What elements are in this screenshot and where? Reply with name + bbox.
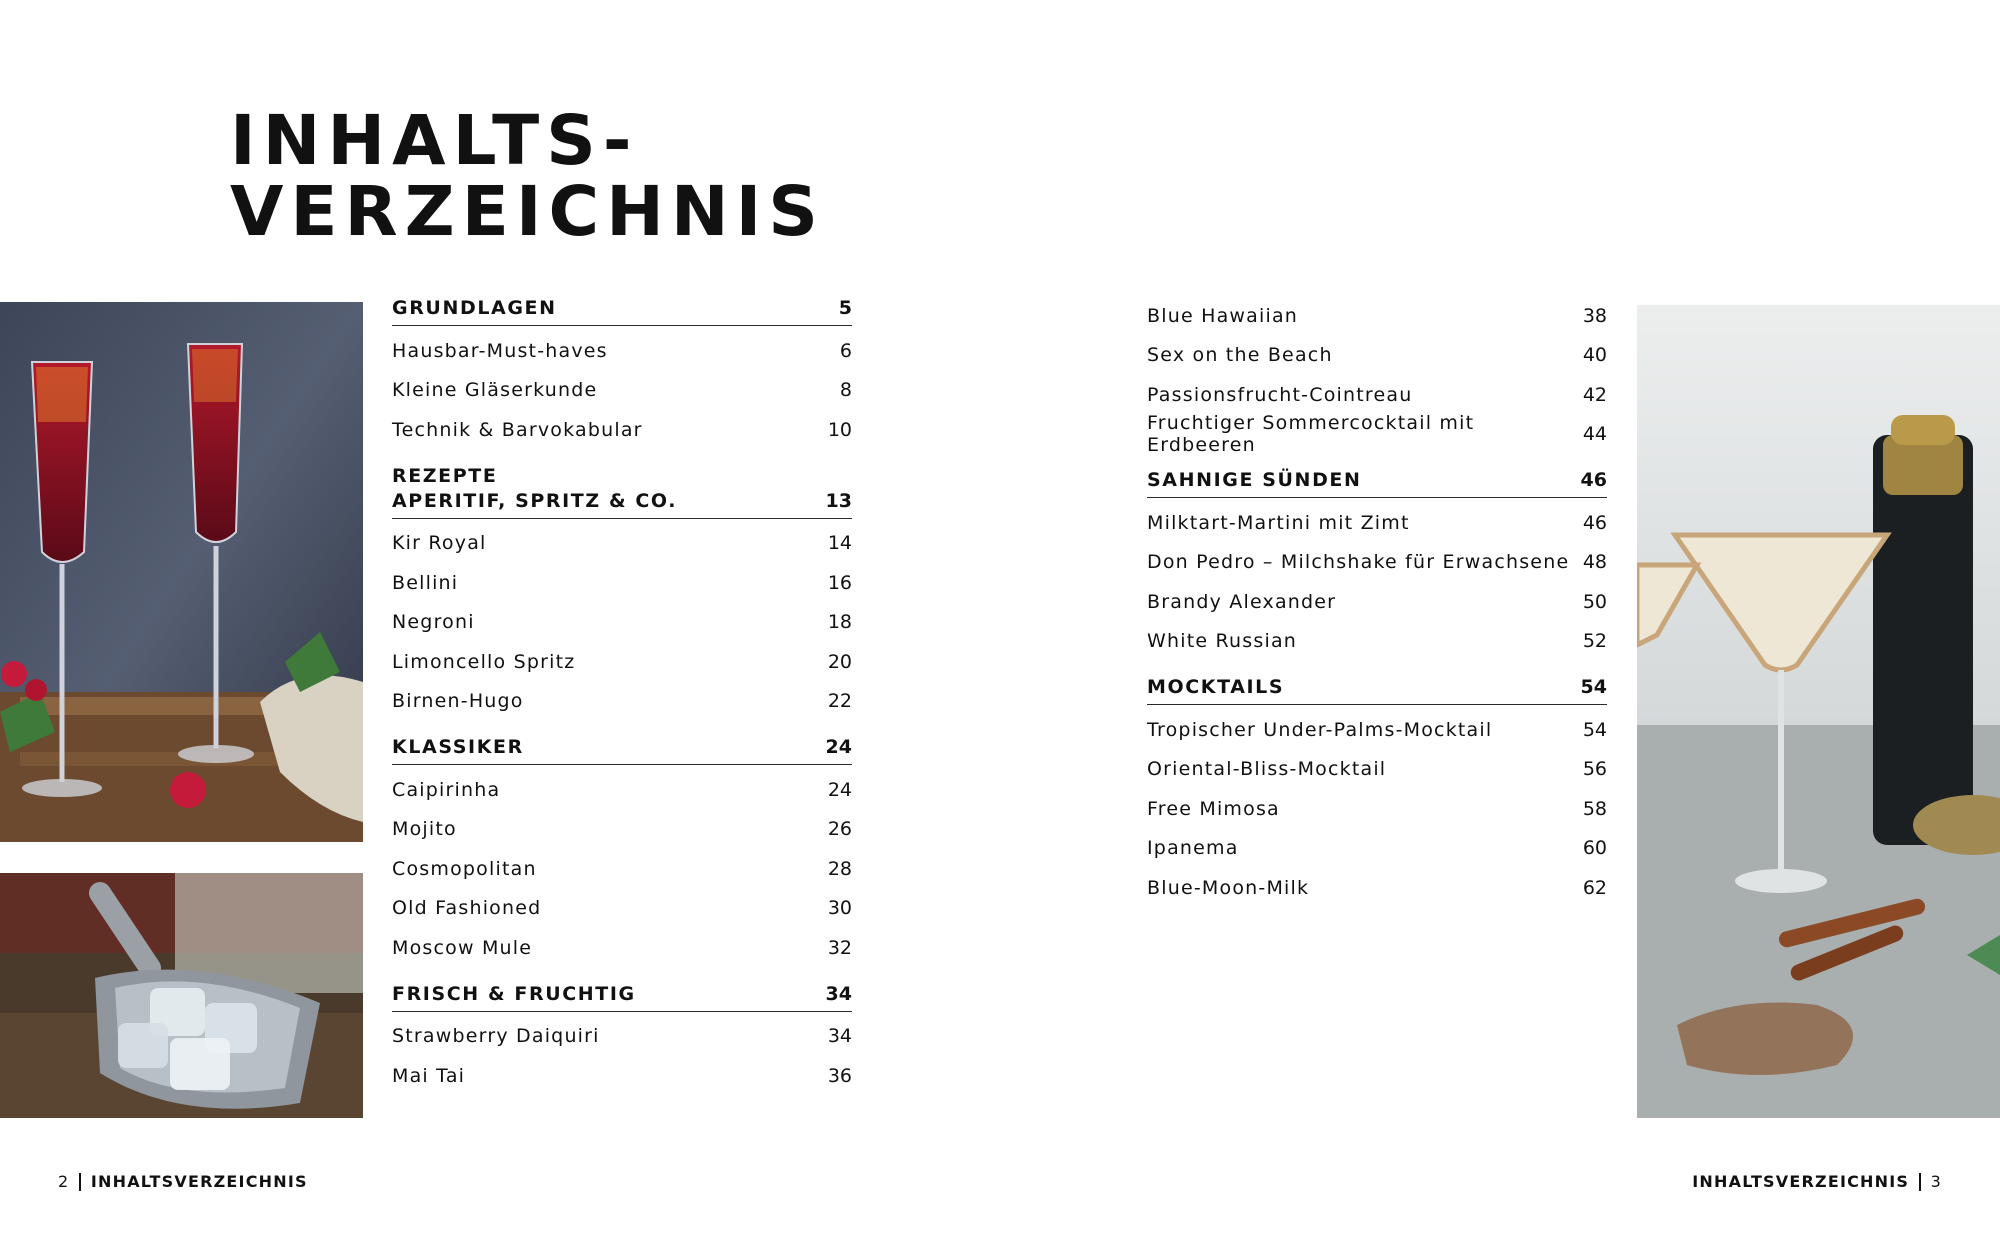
- toc-entry[interactable]: [1147, 622, 1607, 662]
- entry-title: Negroni: [392, 611, 475, 634]
- section-page-number: 24: [825, 736, 852, 758]
- entry-page-number: 8: [839, 379, 852, 402]
- entry-title: Old Fashioned: [392, 897, 542, 920]
- entry-title: Blue Hawaiian: [1147, 304, 1299, 327]
- toc-entry[interactable]: [392, 849, 852, 889]
- entry-page-number: 10: [827, 418, 852, 441]
- entry-page-number: 24: [827, 778, 852, 801]
- footer-label: INHALTSVERZEICHNIS: [90, 1172, 308, 1191]
- entry-page-number: 32: [827, 936, 852, 959]
- toc-entry[interactable]: [392, 642, 852, 682]
- toc-entry[interactable]: [392, 770, 852, 810]
- entry-title: Oriental-Bliss-Mocktail: [1147, 758, 1387, 781]
- toc-entry[interactable]: [392, 810, 852, 850]
- toc-entry[interactable]: [1147, 750, 1607, 790]
- section-title: KLASSIKER: [392, 736, 524, 758]
- footer-right: [1692, 1172, 1942, 1191]
- toc-entry[interactable]: [1147, 543, 1607, 583]
- toc-entry[interactable]: [392, 1017, 852, 1057]
- section-heading: [392, 464, 852, 519]
- toc-section: [392, 464, 852, 722]
- toc-entry[interactable]: [392, 1056, 852, 1096]
- entry-title: Kir Royal: [392, 532, 487, 555]
- entry-title: Birnen-Hugo: [392, 690, 524, 713]
- toc-entry[interactable]: [392, 603, 852, 643]
- photo-champagne-glasses: [0, 302, 363, 842]
- section-page-number: 46: [1580, 469, 1607, 491]
- toc-entry[interactable]: [1147, 829, 1607, 869]
- entry-page-number: 14: [827, 532, 852, 555]
- entry-page-number: 26: [827, 818, 852, 841]
- toc-section: [392, 735, 852, 968]
- toc-right-column: [1147, 296, 1607, 922]
- entry-page-number: 50: [1582, 590, 1607, 613]
- entry-title: Strawberry Daiquiri: [392, 1025, 600, 1048]
- section-heading: [392, 296, 852, 326]
- entry-page-number: 18: [827, 611, 852, 634]
- toc-section: [1147, 468, 1607, 661]
- entry-title: Don Pedro – Milchshake für Erwachsene: [1147, 551, 1570, 574]
- section-title: GRUNDLAGEN: [392, 297, 557, 319]
- entry-title: White Russian: [1147, 630, 1298, 653]
- entry-title: Mojito: [392, 818, 457, 841]
- entry-page-number: 20: [827, 650, 852, 673]
- section-heading: [392, 982, 852, 1012]
- toc-section: [392, 982, 852, 1096]
- photo-martini-glasses: [1637, 305, 2000, 1118]
- entry-page-number: 52: [1582, 630, 1607, 653]
- toc-entry[interactable]: [1147, 503, 1607, 543]
- toc-entry[interactable]: [1147, 336, 1607, 376]
- section-page-number: 54: [1580, 676, 1607, 698]
- entry-page-number: 16: [827, 571, 852, 594]
- toc-entry[interactable]: [1147, 296, 1607, 336]
- entry-title: Moscow Mule: [392, 936, 533, 959]
- entry-page-number: 46: [1582, 511, 1607, 534]
- toc-entry[interactable]: [392, 371, 852, 411]
- footer-divider: [79, 1173, 81, 1191]
- toc-entry[interactable]: [1147, 710, 1607, 750]
- entry-title: Free Mimosa: [1147, 797, 1280, 820]
- toc-section-continued: [1147, 296, 1607, 457]
- footer-page-number: 2: [58, 1172, 70, 1191]
- toc-entry[interactable]: [392, 682, 852, 722]
- entry-page-number: 6: [839, 339, 852, 362]
- entry-title: Passionsfrucht-Cointreau: [1147, 383, 1413, 406]
- footer-left: [58, 1172, 308, 1191]
- toc-entry[interactable]: [1147, 582, 1607, 622]
- toc-entry[interactable]: [392, 928, 852, 968]
- section-page-number: 5: [838, 297, 852, 319]
- photo-ice-scoop: [0, 873, 363, 1118]
- entry-page-number: 34: [827, 1025, 852, 1048]
- section-title: MOCKTAILS: [1147, 676, 1285, 698]
- footer-page-number: 3: [1930, 1172, 1942, 1191]
- toc-entry[interactable]: [392, 410, 852, 450]
- entry-page-number: 28: [827, 857, 852, 880]
- section-title: FRISCH & FRUCHTIG: [392, 982, 636, 1005]
- entry-page-number: 40: [1582, 344, 1607, 367]
- entry-title: Ipanema: [1147, 837, 1239, 860]
- entry-page-number: 44: [1582, 423, 1607, 446]
- entry-title: Cosmopolitan: [392, 857, 537, 880]
- entry-page-number: 36: [827, 1064, 852, 1087]
- entry-title: Kleine Gläserkunde: [392, 379, 598, 402]
- entry-page-number: 48: [1582, 551, 1607, 574]
- section-page-number: 13: [825, 489, 852, 512]
- toc-section: [392, 296, 852, 450]
- toc-entry[interactable]: [392, 563, 852, 603]
- entry-page-number: 54: [1582, 718, 1607, 741]
- entry-title: Hausbar-Must-haves: [392, 339, 608, 362]
- toc-entry[interactable]: [1147, 868, 1607, 908]
- title-line-2: VERZEICHNIS: [230, 172, 826, 252]
- toc-entry[interactable]: [1147, 412, 1607, 457]
- entry-page-number: 62: [1582, 876, 1607, 899]
- section-page-number: 34: [825, 982, 852, 1005]
- toc-entry[interactable]: [392, 331, 852, 371]
- entry-title: Bellini: [392, 571, 459, 594]
- entry-title: Tropischer Under-Palms-Mocktail: [1147, 718, 1493, 741]
- title-line-1: INHALTS-: [230, 101, 639, 181]
- entry-title: Blue-Moon-Milk: [1147, 876, 1310, 899]
- entry-page-number: 38: [1582, 304, 1607, 327]
- entry-title: Brandy Alexander: [1147, 590, 1337, 613]
- entry-title: Sex on the Beach: [1147, 344, 1333, 367]
- entry-title: Milktart-Martini mit Zimt: [1147, 511, 1410, 534]
- entry-title: Caipirinha: [392, 778, 501, 801]
- entry-title: Mai Tai: [392, 1064, 466, 1087]
- entry-title: Fruchtiger Sommercocktail mit Erdbeeren: [1147, 412, 1475, 457]
- footer-divider: [1919, 1173, 1921, 1191]
- entry-page-number: 58: [1582, 797, 1607, 820]
- section-heading: [1147, 468, 1607, 498]
- section-subtitle: APERITIF, SPRITZ & CO.: [392, 489, 678, 512]
- entry-page-number: 22: [827, 690, 852, 713]
- entry-page-number: 30: [827, 897, 852, 920]
- toc-left-column: [392, 296, 852, 1110]
- entry-title: Limoncello Spritz: [392, 650, 576, 673]
- entry-title: Technik & Barvokabular: [392, 418, 643, 441]
- section-heading: [392, 735, 852, 765]
- entry-page-number: 60: [1582, 837, 1607, 860]
- section-heading: [1147, 675, 1607, 705]
- toc-entry[interactable]: [392, 889, 852, 929]
- toc-entry[interactable]: [1147, 375, 1607, 415]
- section-title: REZEPTE: [392, 464, 498, 487]
- toc-entry[interactable]: [392, 524, 852, 564]
- page-title: [230, 101, 826, 252]
- footer-label: INHALTSVERZEICHNIS: [1692, 1172, 1910, 1191]
- toc-section: [1147, 675, 1607, 908]
- toc-entry[interactable]: [1147, 789, 1607, 829]
- entry-page-number: 42: [1582, 383, 1607, 406]
- entry-page-number: 56: [1582, 758, 1607, 781]
- section-title: SAHNIGE SÜNDEN: [1147, 469, 1362, 491]
